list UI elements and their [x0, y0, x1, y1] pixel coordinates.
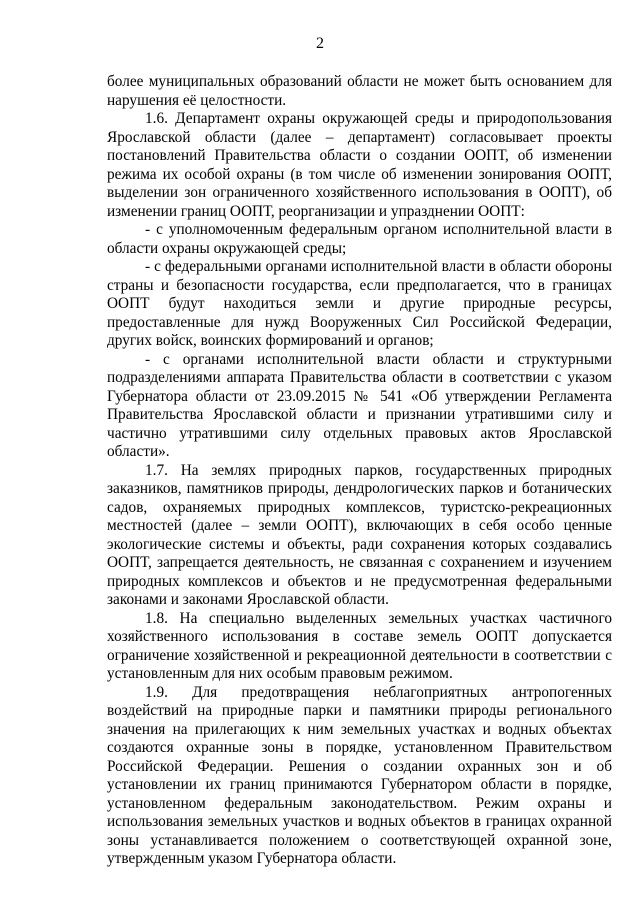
page-number: 2 — [316, 35, 324, 52]
paragraph-1-9: 1.9. Для предотвращения неблагоприятных антропогенных воздействий на природные парки и памятники природы регионального значения на прилегающих к ним земельных участках и водных объектах создаются охранные зоны в порядке, установленном Правительством Российской Федерации. Решения о создании охранных зон и об установлении их границ принимаются Губернатором области в порядке, установленном федеральным законодательством. Режим охраны и использования земельных участков и водных объектов в границах охранной зоны устанавливается положением о соответствующей охранной зоне, утвержденным указом Губернатора области. — [107, 683, 612, 867]
paragraph-1-8: 1.8. На специально выделенных земельных участках частичного хозяйственного использования в составе земель ООПТ допускается ограничение хозяйственной и рекреационной деятельности в соответствии с установленным для них особым правовым режимом. — [107, 609, 612, 682]
paragraph-1-6: 1.6. Департамент охраны окружающей среды и природопользования Ярославской области (далее – департамент) согласовывает проекты постановлений Правительства области о создании ООПТ, об изменении режима их особой охраны (в том числе об изменении зонирования ООПТ, выделении зон ограниченного хозяйственного использования в ООПТ), об изменении границ ООПТ, реорганизации и упразднении ООПТ: — [107, 110, 612, 220]
bullet-item-regional-authorities: - с органами исполнительной власти области и структурными подразделениями аппарата Правительства области в соответствии с указом Губернатора области от 23.09.2015 № 541 «Об утверждении Регламента Правительства Ярославской области и признании утратившими силу и частично утратившими силу отдельных правовых актов Ярославской области». — [107, 350, 612, 460]
bullet-item-federal-environment: - с уполномоченным федеральным органом исполнительной власти в области охраны окружающей среды; — [107, 221, 612, 257]
paragraph-continuation: более муниципальных образований области не может быть основанием для нарушения её целостности. — [107, 73, 612, 109]
document-body — [107, 73, 612, 869]
bullet-item-federal-defense: - с федеральными органами исполнительной власти в области обороны страны и безопасности государства, если предполагается, что в границах ООПТ будут находиться земли и другие природные ресурсы, предоставленные для нужд Вооруженных Сил Российской Федерации, других войск, воинских формирований и органов; — [107, 258, 612, 349]
paragraph-1-7: 1.7. На землях природных парков, государственных природных заказников, памятников природы, дендрологических парков и ботанических садов, охраняемых природных комплексов, туристско-рекреационных местностей (далее – земли ООПТ), включающих в себя особо ценные экологические системы и объекты, ради сохранения которых создавались ООПТ, запрещается деятельность, не связанная с сохранением и изучением природных комплексов и объектов и не предусмотренная федеральными законами и законами Ярославской области. — [107, 461, 612, 608]
